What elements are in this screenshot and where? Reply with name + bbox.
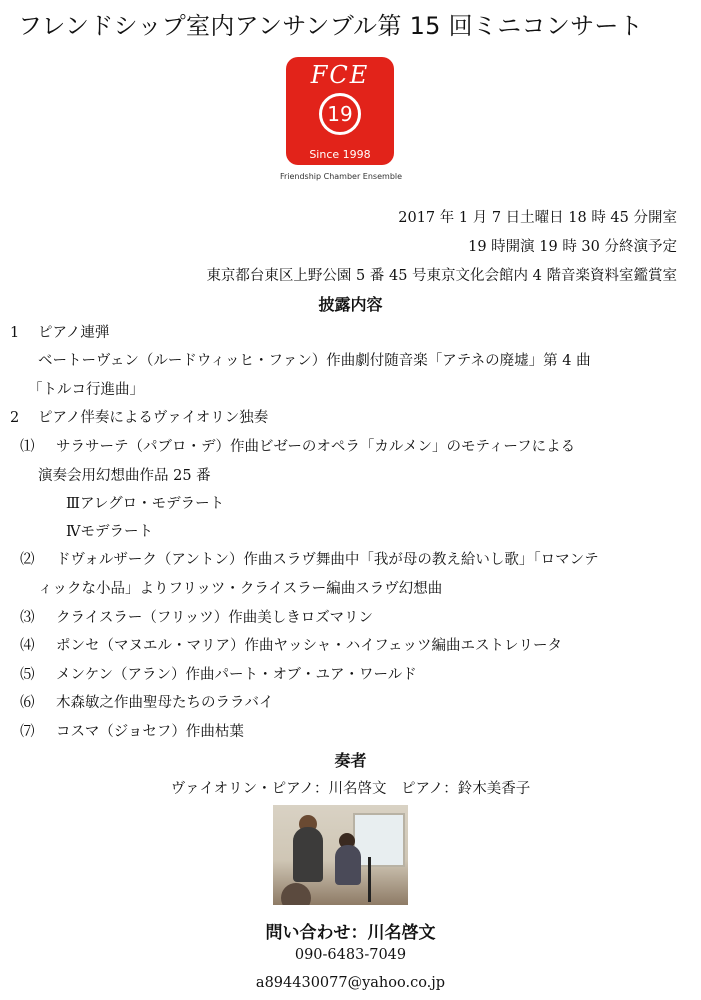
sub-item-text: サラサーテ（パブロ・デ）作曲ビゼーのオペラ「カルメン」のモティーフによる <box>56 439 576 455</box>
event-times: 19 時開演 19 時 30 分終演予定 <box>468 239 677 255</box>
fce-logo <box>286 57 394 165</box>
contact-phone: 090-6483-7049 <box>294 947 407 963</box>
sub-item-4 <box>20 634 562 655</box>
item-number: 1 <box>10 325 20 341</box>
event-datetime: 2017 年 1 月 7 日土曜日 18 時 45 分開室 <box>398 210 677 226</box>
sub-item-5 <box>20 663 417 684</box>
sub-item-1 <box>20 435 575 456</box>
logo-monogram: FCE <box>310 61 370 89</box>
sub-item-number: ⑵ <box>20 552 35 568</box>
sub-item-text: クライスラー（フリッツ）作曲美しきロズマリン <box>56 610 373 626</box>
contact-heading: 問い合わせ：川名啓文 <box>265 923 436 943</box>
performers-names: ヴァイオリン・ピアノ：川名啓文 ピアノ：鈴木美香子 <box>170 781 531 797</box>
sub-item-6 <box>20 691 274 712</box>
program-item-1 <box>10 321 109 342</box>
sub-item-1-line-2: 演奏会用幻想曲作品 25 番 <box>38 468 211 484</box>
program-heading: 披露内容 <box>318 295 383 314</box>
page-title: フレンドシップ室内アンサンブル第 15 回ミニコンサート <box>18 12 644 40</box>
sub-item-text: コスマ（ジョセフ）作曲枯葉 <box>56 724 244 740</box>
sub-item-2 <box>20 548 599 569</box>
logo-caption: Friendship Chamber Ensemble <box>279 172 403 181</box>
sub-item-number: ⑺ <box>20 724 35 740</box>
sub-item-2-line-2: ィックな小品」よりフリッツ・クライスラー編曲スラヴ幻想曲 <box>38 581 443 597</box>
logo-since: Since 1998 <box>309 148 371 161</box>
program-item-2 <box>10 406 268 427</box>
sub-item-number: ⑷ <box>20 638 35 654</box>
sub-item-7 <box>20 720 244 741</box>
performance-photo <box>273 805 408 905</box>
event-venue: 東京都台東区上野公園 5 番 45 号東京文化会館内 4 階音楽資料室鑑賞室 <box>206 268 677 284</box>
sub-item-text: メンケン（アラン）作曲パート・オブ・ユア・ワールド <box>56 667 417 683</box>
item-title: ピアノ伴奏によるヴァイオリン独奏 <box>38 410 269 426</box>
sub-item-1-movement-4: Ⅳモデラート <box>66 524 153 540</box>
sub-item-text: ポンセ（マヌエル・マリア）作曲ヤッシャ・ハイフェッツ編曲エストレリータ <box>56 638 563 654</box>
item-1-line-1: ベートーヴェン（ルードウィッヒ・ファン）作曲劇付随音楽「アテネの廃墟」第 4 曲 <box>38 353 591 369</box>
sub-item-number: ⑴ <box>20 439 35 455</box>
sub-item-number: ⑶ <box>20 610 35 626</box>
item-title: ピアノ連弾 <box>38 325 110 341</box>
logo-number: 19 <box>319 93 361 135</box>
sub-item-number: ⑸ <box>20 667 35 683</box>
sub-item-text: 木森敏之作曲聖母たちのララバイ <box>56 695 274 711</box>
sub-item-text: ドヴォルザーク（アントン）作曲スラヴ舞曲中「我が母の教え給いし歌」「ロマンテ <box>56 552 599 568</box>
sub-item-3 <box>20 606 373 627</box>
item-1-line-2: 「トルコ行進曲」 <box>28 382 144 398</box>
item-number: 2 <box>10 410 20 426</box>
performers-heading: 奏者 <box>334 751 367 770</box>
sub-item-1-movement-3: Ⅲアレグロ・モデラート <box>66 496 225 512</box>
sub-item-number: ⑹ <box>20 695 35 711</box>
contact-email[interactable]: a894430077@yahoo.co.jp <box>255 975 446 991</box>
